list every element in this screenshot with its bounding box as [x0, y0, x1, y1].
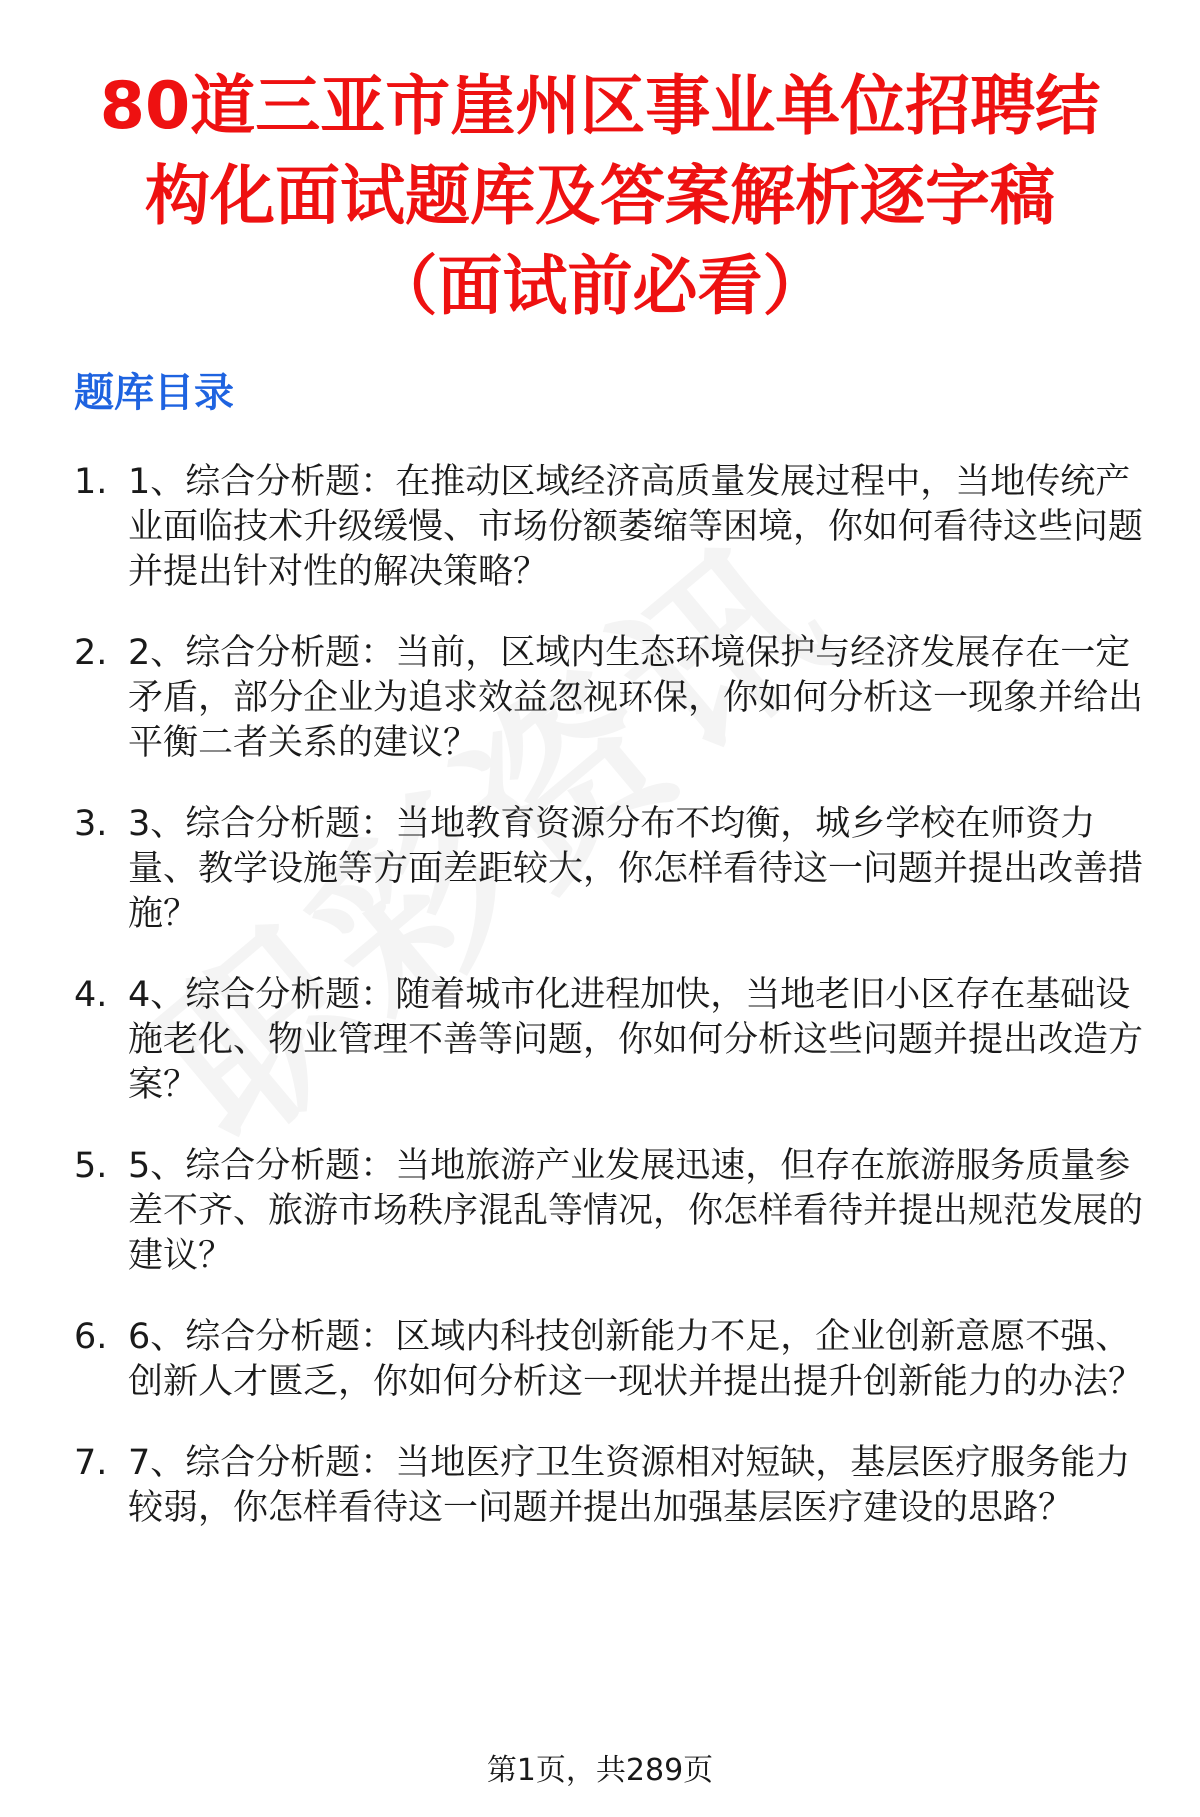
question-text: 2、综合分析题：当前，区域内生态环境保护与经济发展存在一定矛盾，部分企业为追求效益忽视环保，你如何分析这一现象并给出平衡二者关系的建议？	[128, 633, 1144, 763]
page-footer: 第1页，共289页	[486, 1753, 714, 1788]
question-text: 3、综合分析题：当地教育资源分布不均衡，城乡学校在师资力量、教学设施等方面差距较大，你怎样看待这一问题并提出改善措施？	[128, 804, 1144, 934]
question-number: 7.	[74, 1443, 108, 1483]
question-text: 6、综合分析题：区域内科技创新能力不足，企业创新意愿不强、创新人才匮乏，你如何分析这一现状并提出提升创新能力的办法？	[128, 1317, 1144, 1402]
toc-heading: 题库目录	[74, 370, 234, 416]
question-text: 1、综合分析题：在推动区域经济高质量发展过程中，当地传统产业面临技术升级缓慢、市场份额萎缩等困境，你如何看待这些问题并提出针对性的解决策略？	[128, 462, 1144, 592]
question-text: 7、综合分析题：当地医疗卫生资源相对短缺，基层医疗服务能力较弱，你怎样看待这一问题并提出加强基层医疗建设的思路？	[128, 1443, 1131, 1528]
question-text: 5、综合分析题：当地旅游产业发展迅速，但存在旅游服务质量参差不齐、旅游市场秩序混乱等情况，你怎样看待并提出规范发展的建议？	[128, 1146, 1144, 1276]
question-number: 3.	[74, 804, 108, 844]
question-number: 6.	[74, 1317, 108, 1357]
question-item	[0, 973, 1200, 1108]
question-item	[0, 631, 1200, 766]
title-line-2: 构化面试题库及答案解析逐字稿	[144, 159, 1055, 234]
question-item	[0, 1144, 1200, 1279]
question-number: 4.	[74, 975, 108, 1015]
title-line-1: 80道三亚市崖州区事业单位招聘结	[99, 69, 1101, 144]
document-title	[60, 62, 1140, 332]
question-text: 4、综合分析题：随着城市化进程加快，当地老旧小区存在基础设施老化、物业管理不善等问题，你如何分析这些问题并提出改造方案？	[128, 975, 1144, 1105]
title-line-3: （面试前必看）	[372, 249, 828, 324]
question-number: 5.	[74, 1146, 108, 1186]
question-number: 1.	[74, 462, 108, 502]
question-item	[0, 1315, 1200, 1405]
question-number: 2.	[74, 633, 108, 673]
question-list	[0, 460, 1200, 1531]
question-item	[0, 460, 1200, 595]
question-item	[0, 802, 1200, 937]
question-item	[0, 1441, 1200, 1531]
